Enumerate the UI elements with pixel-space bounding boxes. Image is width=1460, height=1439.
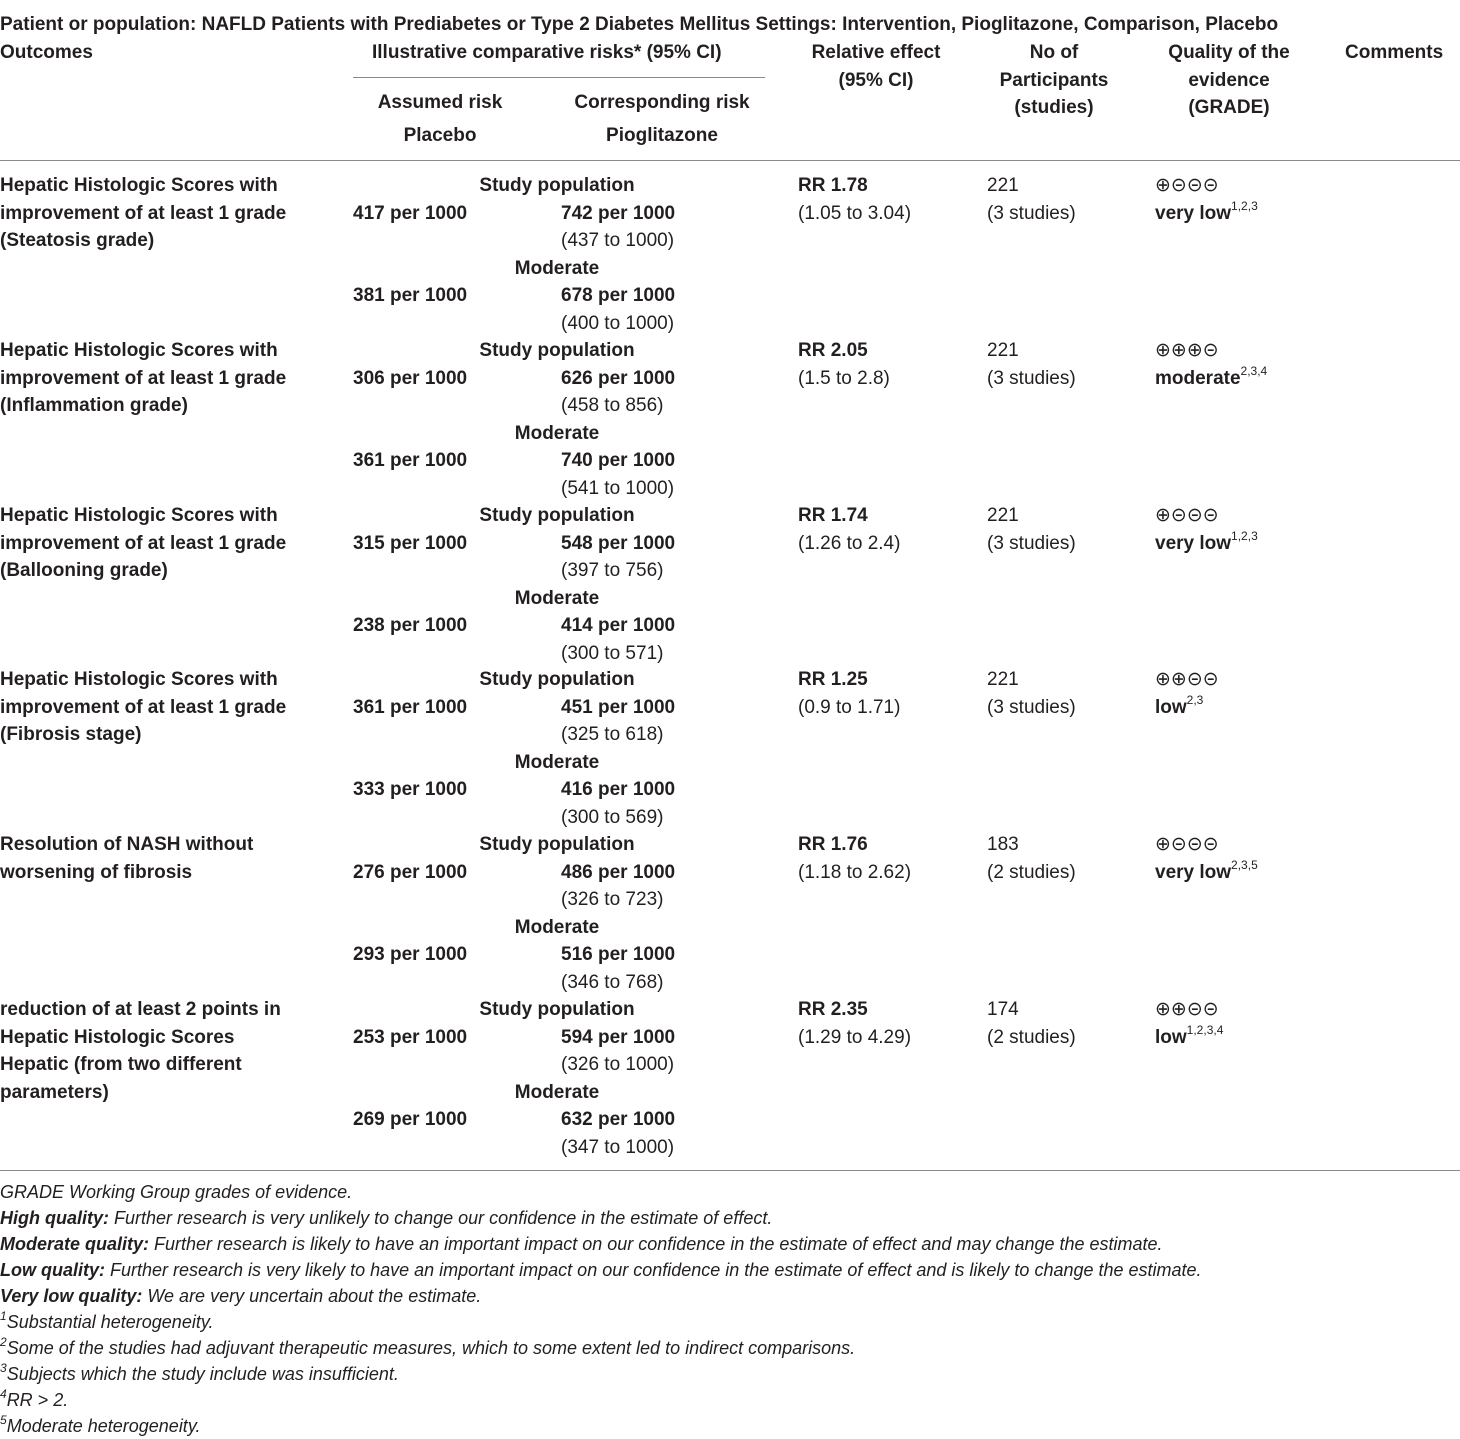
study-corresponding-ci: (458 to 856)	[561, 395, 664, 416]
outcome-line: improvement of at least 1 grade	[0, 202, 287, 224]
moderate-assumed-risk: 381 per 1000	[353, 285, 468, 306]
relative-effect-ci: (1.29 to 4.29)	[798, 1026, 912, 1048]
header-outcomes: Outcomes	[0, 42, 93, 63]
outcome-line: Hepatic Histologic Scores with	[0, 505, 278, 526]
studies-count: (3 studies)	[987, 532, 1076, 554]
grade-footnote-refs: 1,2,3	[1231, 529, 1258, 544]
grade-label	[1155, 530, 1258, 557]
grade-footnote-refs: 2,3	[1186, 693, 1204, 708]
study-assumed-risk: 315 per 1000	[353, 532, 468, 554]
moderate-assumed-risk: 333 per 1000	[353, 779, 468, 800]
moderate-corresponding-ci: (400 to 1000)	[561, 312, 675, 334]
outcome-line: Hepatic (from two different	[0, 1054, 242, 1075]
participants-count: 221	[987, 505, 1019, 526]
header-corresponding-2: Pioglitazone	[606, 125, 718, 146]
relative-effect-ci: (1.26 to 2.4)	[798, 532, 901, 554]
footnote-high	[0, 1205, 772, 1231]
moderate-corresponding-ci: (300 to 571)	[561, 642, 664, 664]
header-relative-1: Relative effect	[811, 42, 941, 63]
header-quality-1: Quality of the	[1168, 42, 1290, 63]
footnote-moderate-label: Moderate quality:	[0, 1234, 150, 1254]
study-population-label: Study population	[479, 999, 635, 1020]
relative-effect-ci: (1.5 to 2.8)	[798, 367, 890, 389]
moderate-corresponding-risk: 416 per 1000	[561, 779, 676, 800]
moderate-corresponding-ci: (541 to 1000)	[561, 477, 675, 499]
moderate-label: Moderate	[514, 257, 600, 279]
footnote-very-low-text: We are very uncertain about the estimate.	[142, 1286, 482, 1306]
outcome-line: improvement of at least 1 grade	[0, 532, 287, 554]
moderate-corresponding-risk: 678 per 1000	[561, 285, 676, 306]
studies-count: (3 studies)	[987, 202, 1076, 224]
relative-effect: RR 1.76	[798, 834, 868, 855]
moderate-corresponding-ci: (300 to 569)	[561, 806, 664, 828]
header-illustrative: Illustrative comparative risks* (95% CI)	[372, 42, 722, 63]
moderate-corresponding-risk: 516 per 1000	[561, 944, 676, 965]
header-rule	[0, 160, 1460, 161]
grade-symbols-icon: ⊕⊕⊝⊝	[1155, 999, 1219, 1020]
footnote-number: 3	[0, 1361, 7, 1375]
grade-symbols-icon: ⊕⊕⊝⊝	[1155, 669, 1219, 690]
study-assumed-risk: 417 per 1000	[353, 202, 468, 224]
grade-text: moderate	[1155, 367, 1241, 389]
moderate-corresponding-ci: (347 to 1000)	[561, 1136, 675, 1158]
grade-symbols-icon: ⊕⊝⊝⊝	[1155, 175, 1219, 196]
studies-count: (3 studies)	[987, 367, 1076, 389]
outcome-line: parameters)	[0, 1081, 109, 1103]
outcome-line: Hepatic Histologic Scores with	[0, 340, 278, 361]
study-assumed-risk: 361 per 1000	[353, 696, 468, 718]
grade-symbols-icon: ⊕⊕⊕⊝	[1155, 340, 1219, 361]
relative-effect: RR 2.35	[798, 999, 868, 1020]
study-population-label: Study population	[479, 834, 635, 855]
study-corresponding-ci: (437 to 1000)	[561, 230, 675, 251]
footnote-low	[0, 1257, 1202, 1283]
moderate-corresponding-ci: (346 to 768)	[561, 971, 664, 993]
grade-symbols-icon: ⊕⊝⊝⊝	[1155, 505, 1219, 526]
relative-effect-ci: (1.18 to 2.62)	[798, 861, 912, 883]
relative-effect: RR 1.78	[798, 175, 868, 196]
outcome-line: Resolution of NASH without	[0, 834, 254, 855]
study-corresponding-ci: (326 to 723)	[561, 889, 664, 910]
studies-count: (2 studies)	[987, 861, 1076, 883]
grade-footnote-refs: 1,2,3	[1231, 199, 1258, 214]
grade-footnote-refs: 2,3,4	[1240, 364, 1268, 379]
outcome-line: improvement of at least 1 grade	[0, 696, 287, 718]
moderate-label: Moderate	[514, 587, 600, 609]
relative-effect-ci: (0.9 to 1.71)	[798, 696, 901, 718]
footnote-note	[0, 1361, 399, 1387]
header-assumed-1: Assumed risk	[377, 92, 503, 113]
outcome-line: (Inflammation grade)	[0, 395, 188, 416]
participants-count: 174	[987, 999, 1019, 1020]
study-assumed-risk: 306 per 1000	[353, 367, 468, 389]
moderate-assumed-risk: 293 per 1000	[353, 944, 468, 965]
footnote-number: 2	[0, 1335, 7, 1349]
footnote-high-label: High quality:	[0, 1208, 109, 1228]
outcome-line: Hepatic Histologic Scores with	[0, 175, 278, 196]
moderate-label: Moderate	[514, 751, 600, 773]
relative-effect: RR 1.25	[798, 669, 868, 690]
moderate-corresponding-risk: 414 per 1000	[561, 615, 676, 636]
header-participants-1: No of	[1029, 42, 1079, 63]
relative-effect: RR 2.05	[798, 340, 868, 361]
grade-label	[1155, 694, 1203, 721]
study-population-label: Study population	[479, 340, 635, 361]
grade-text: very low	[1155, 861, 1232, 883]
study-population-label: Study population	[479, 669, 635, 690]
moderate-corresponding-risk: 740 per 1000	[561, 450, 676, 471]
outcome-line: Hepatic Histologic Scores with	[0, 669, 278, 690]
header-participants-2: Participants	[999, 70, 1109, 91]
footnote-low-label: Low quality:	[0, 1260, 105, 1280]
footnote-high-text: Further research is very unlikely to change our confidence in the estimate of effect.	[109, 1208, 773, 1228]
grade-symbols-icon: ⊕⊝⊝⊝	[1155, 834, 1219, 855]
study-corresponding-risk: 486 per 1000	[561, 861, 676, 883]
grade-text: low	[1155, 696, 1187, 718]
grade-label	[1155, 200, 1258, 227]
header-relative-2: (95% CI)	[838, 70, 914, 91]
moderate-label: Moderate	[514, 1081, 600, 1103]
moderate-assumed-risk: 269 per 1000	[353, 1109, 468, 1130]
study-corresponding-ci: (397 to 756)	[561, 560, 664, 581]
footnote-very-low-label: Very low quality:	[0, 1286, 143, 1306]
study-corresponding-risk: 548 per 1000	[561, 532, 676, 554]
outcome-line: reduction of at least 2 points in	[0, 999, 281, 1020]
studies-count: (3 studies)	[987, 696, 1076, 718]
footnote-note	[0, 1335, 855, 1361]
table-title: Patient or population: NAFLD Patients with Prediabetes or Type 2 Diabetes Mellitus Settings: Intervention, Pioglitazone, Comparison, Placebo	[0, 14, 1279, 35]
footnote-text: RR > 2.	[6, 1390, 69, 1410]
table-bottom-rule	[0, 1170, 1460, 1171]
footnote-text: Moderate heterogeneity.	[6, 1416, 201, 1436]
footnote-working-group: GRADE Working Group grades of evidence.	[0, 1182, 353, 1202]
header-subrule	[353, 77, 765, 78]
outcome-line: Hepatic Histologic Scores	[0, 1026, 235, 1048]
grade-footnote-refs: 1,2,3,4	[1186, 1023, 1224, 1038]
study-corresponding-ci: (325 to 618)	[561, 724, 664, 745]
moderate-assumed-risk: 238 per 1000	[353, 615, 468, 636]
header-participants-3: (studies)	[1014, 97, 1094, 118]
study-population-label: Study population	[479, 175, 635, 196]
header-quality-2: evidence	[1188, 70, 1270, 91]
moderate-corresponding-risk: 632 per 1000	[561, 1109, 676, 1130]
header-comments: Comments	[1345, 42, 1444, 63]
outcome-line: (Ballooning grade)	[0, 560, 168, 581]
grade-text: low	[1155, 1026, 1187, 1048]
moderate-label: Moderate	[514, 422, 600, 444]
footnote-number: 1	[0, 1309, 7, 1323]
moderate-assumed-risk: 361 per 1000	[353, 450, 468, 471]
grade-label	[1155, 859, 1258, 886]
footnote-note	[0, 1309, 214, 1335]
grade-footnote-refs: 2,3,5	[1231, 858, 1258, 873]
header-corresponding-1: Corresponding risk	[574, 92, 750, 113]
studies-count: (2 studies)	[987, 1026, 1076, 1048]
study-corresponding-risk: 594 per 1000	[561, 1026, 676, 1048]
footnote-number: 5	[0, 1413, 7, 1427]
grade-text: very low	[1155, 532, 1232, 554]
footnote-text: Subjects which the study include was insufficient.	[6, 1364, 399, 1384]
outcome-line: worsening of fibrosis	[0, 861, 193, 883]
study-corresponding-risk: 742 per 1000	[561, 202, 676, 224]
participants-count: 221	[987, 340, 1019, 361]
participants-count: 221	[987, 175, 1019, 196]
grade-label	[1155, 1024, 1223, 1051]
footnote-note	[0, 1413, 200, 1439]
footnote-moderate-text: Further research is likely to have an important impact on our confidence in the estimate of effect and may change the estimate.	[149, 1234, 1163, 1254]
moderate-label: Moderate	[514, 916, 600, 938]
study-corresponding-risk: 451 per 1000	[561, 696, 676, 718]
footnote-moderate	[0, 1231, 1163, 1257]
footnote-very-low	[0, 1283, 481, 1309]
study-assumed-risk: 253 per 1000	[353, 1026, 468, 1048]
participants-count: 183	[987, 834, 1019, 855]
relative-effect-ci: (1.05 to 3.04)	[798, 202, 912, 224]
header-quality-3: (GRADE)	[1188, 97, 1270, 118]
footnote-number: 4	[0, 1387, 7, 1401]
outcome-line: (Fibrosis stage)	[0, 724, 142, 745]
relative-effect: RR 1.74	[798, 505, 868, 526]
participants-count: 221	[987, 669, 1019, 690]
footnote-text: Some of the studies had adjuvant therapeutic measures, which to some extent led to indirect comparisons.	[6, 1338, 856, 1358]
footnote-text: Substantial heterogeneity.	[6, 1312, 214, 1332]
study-assumed-risk: 276 per 1000	[353, 861, 468, 883]
grade-text: very low	[1155, 202, 1232, 224]
footnote-low-text: Further research is very likely to have an important impact on our confidence in the estimate of effect and is likely to change the estimate.	[105, 1260, 1202, 1280]
outcome-line: improvement of at least 1 grade	[0, 367, 287, 389]
grade-label	[1155, 365, 1267, 392]
study-population-label: Study population	[479, 505, 635, 526]
header-assumed-2: Placebo	[403, 125, 477, 146]
study-corresponding-risk: 626 per 1000	[561, 367, 676, 389]
study-corresponding-ci: (326 to 1000)	[561, 1054, 675, 1075]
footnote-note	[0, 1387, 68, 1413]
outcome-line: (Steatosis grade)	[0, 230, 155, 251]
